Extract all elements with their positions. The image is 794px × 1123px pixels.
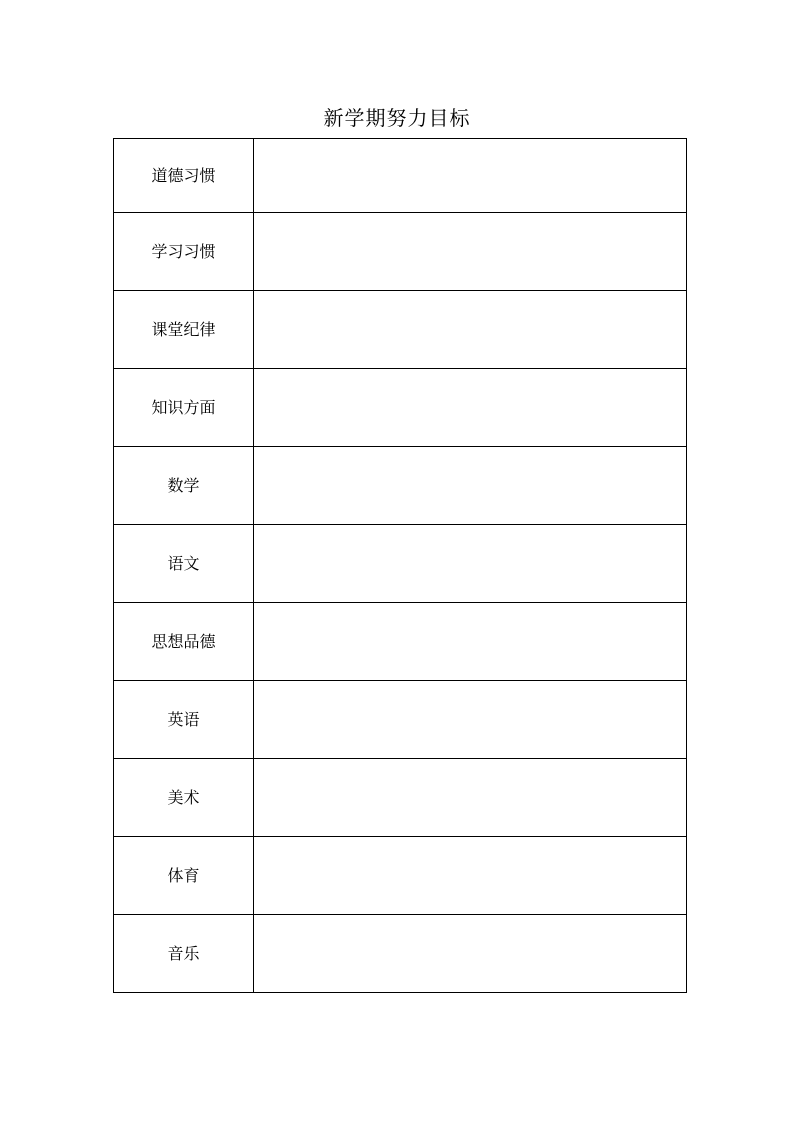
table-row <box>114 525 687 603</box>
row-label: 知识方面 <box>114 369 254 447</box>
row-label: 英语 <box>114 681 254 759</box>
table-row <box>114 837 687 915</box>
table-row <box>114 213 687 291</box>
table-row <box>114 915 687 993</box>
row-label: 数学 <box>114 447 254 525</box>
row-label: 课堂纪律 <box>114 291 254 369</box>
row-label: 体育 <box>114 837 254 915</box>
row-label: 思想品德 <box>114 603 254 681</box>
row-value <box>254 369 687 447</box>
row-value <box>254 759 687 837</box>
row-label: 美术 <box>114 759 254 837</box>
row-label: 音乐 <box>114 915 254 993</box>
row-value <box>254 139 687 213</box>
table-row <box>114 681 687 759</box>
row-value <box>254 603 687 681</box>
row-value <box>254 525 687 603</box>
row-value <box>254 447 687 525</box>
row-value <box>254 291 687 369</box>
table-row <box>114 603 687 681</box>
row-label: 学习习惯 <box>114 213 254 291</box>
row-value <box>254 837 687 915</box>
row-label: 道德习惯 <box>114 139 254 213</box>
row-value <box>254 213 687 291</box>
table-row <box>114 447 687 525</box>
page-title: 新学期努力目标 <box>323 106 471 130</box>
row-label: 语文 <box>114 525 254 603</box>
goals-table <box>113 138 687 993</box>
row-value <box>254 681 687 759</box>
row-value <box>254 915 687 993</box>
table-row <box>114 759 687 837</box>
table-row <box>114 291 687 369</box>
table-row <box>114 139 687 213</box>
table-row <box>114 369 687 447</box>
